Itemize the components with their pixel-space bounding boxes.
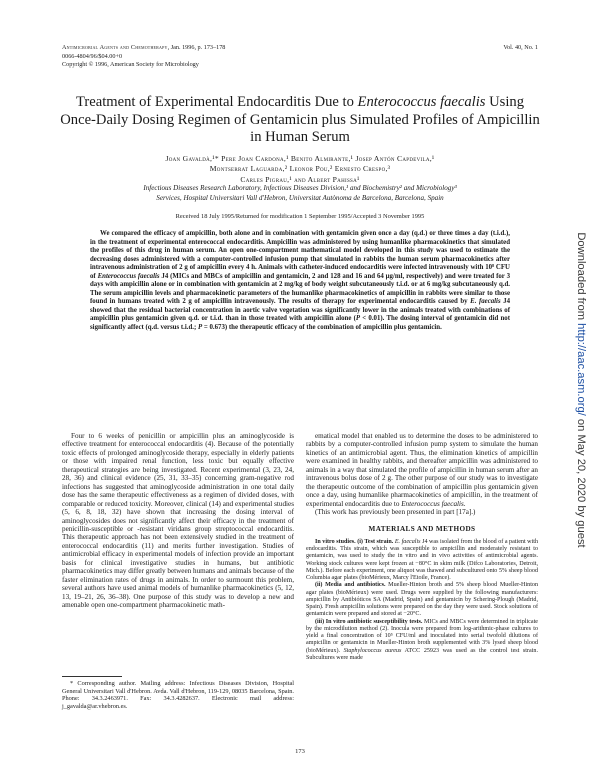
page-number: 173 [295, 748, 305, 755]
volume-info: Vol. 40, No. 1 [503, 44, 538, 51]
title-text: Treatment of Experimental Endocarditis Due to [76, 94, 358, 110]
author-line: Carles Pigrau,¹ and Albert Pahissa¹ [240, 174, 360, 184]
body-text: . [463, 499, 466, 508]
article-title [60, 94, 540, 147]
abstract-text: < 0.01). The dosing interval of gentamicin did not significantly affect (q.d. versus t.i.d.; [90, 315, 510, 332]
methods-text [306, 539, 538, 662]
intro-paragraph: Four to 6 weeks of penicillin or ampicillin plus an aminoglycoside is effective treatment for enterococcal endocarditis (4). Because of the potentially toxic effects of prolonged aminoglycoside therapy, especially in elderly patients or those with impaired renal function, less toxic but equally effective therapeutical strategies are being investigated. Recent experimental (3, 23, 24, 28, 36) and clinical evidence (25, 31, 33–35) concerning gram-negative rod infections has suggested that aminoglycoside administration in one total daily dose has the same therapeutic effectiveness as a regimen of divided doses, with comparable or reduced toxicity. Moreover, clinical (14) and experimental studies (5, 6, 8, 18, 32) have shown that increasing the dosing interval of aminoglycosides does not significantly affect their efficacy in the treatment of penicillin-susceptible or -resistant viridans group streptococcal endocarditis. This therapeutic approach has not been extensively studied in the treatment of enterococcal endocarditis (11) and merits further investigation. Studies of antimicrobial efficacy in experimental models of infection provide an important basis for clinical investigative studies in humans, but antibiotic pharmacokinetics may differ greatly between humans and animals because of the faster elimination rates of drugs in animals. In order to surmount this problem, several authors have used animal models of humanlike pharmacokinetics (5, 12, 13, 19–21, 26, 36–38). One purpose of this study was to develop a new and amenable open one-compartment pharmacokinetic math- [62, 432, 294, 610]
corresponding-author-footnote: * Corresponding author. Mailing address: Infectious Diseases Division, Hospital General Universitari Vall d'Hebron. Avda. Vall d'Hebron, 119-129, 08035 Barcelona, Spain. Phone: 34.3.2463971. Fax: 34.3.4282637. Electronic mail address: j_gavalda@ar.vhebron.es. [62, 680, 294, 710]
footnote-divider [62, 676, 122, 677]
title-text-end: Using Once-Daily Dosing Regimen of Gentamicin plus Simulated Profiles of Ampicillin in Human Serum [60, 94, 540, 145]
author-line: Joan Gavaldà,¹* Pere Joan Cardona,¹ Benito Almirante,¹ Josep Antón Capdevila,¹ [165, 154, 435, 163]
abstract-text: J4 showed that the residual bacterial concentration in aortic valve vegetation was significantly lower in the animals treated with combinations of ampicillin plus gentamicin given q.d. or t.i.d. than in those treated with ampicillin alone ( [90, 298, 511, 323]
title-organism: Enterococcus faecalis [357, 94, 486, 110]
affiliation-line: Services, Hospital Universitari Vall d'Hebron, Universitat Autònoma de Barcelona, Barcelona, Spain [156, 193, 444, 202]
abstract-p-symbol: P [197, 324, 203, 332]
download-watermark [575, 232, 587, 547]
abstract-organism: E. faecalis [470, 298, 501, 306]
abstract-organism: Enterococcus faecalis [97, 272, 160, 280]
watermark-link[interactable]: http://aac.asm.org/ [575, 323, 587, 416]
methods-text-span: Mueller-Hinton broth and 5% sheep blood Mueller-Hinton agar plates (bioMérieux) were used. Drugs were supplied by the following manufacturers: ampicillin by Antibióticos SA (Madrid, Spain) and gentamicin by Schering-Plough (Madrid, Spain). Fresh ampicillin solutions were prepared on the day they were used. Stock solutions of gentamicin were prepared and stored at −20°C. [306, 582, 538, 618]
intro-paragraph-continued [306, 432, 538, 508]
subsection-heading: (iii) In vitro antibiotic susceptibility tests. [315, 618, 423, 625]
methods-text-span: MICs and MBCs were determined in triplicate by the microdilution method (2). Inocula were prepared from log-arithmic-phase cultures to yield a final concentration of 10⁵ CFU/ml and inoculated into serial twofold dilutions of ampicillin or gentamicin in Mueller-Hinton broth supplemented with 3% lysed sheep blood (bioMérieux). [306, 618, 538, 654]
journal-name: Antimicrobial Agents and Chemotherapy [62, 44, 168, 51]
abstract-text: We compared the efficacy of ampicillin, both alone and in combination with gentamicin given once a day (q.d.) or three times a day (t.i.d.), in the treatment of experimental enterococcal endocarditis. Ampicillin was administered by using humanlike pharmacokinetics that simulated the profiles of this drug in human serum. An open one-compartment mathematical model developed in this study was used to estimate the decreasing doses administered with a computer-controlled infusion pump that simulated in rabbits the human serum pharmacokinetics after intravenous administration of 2 g of ampicillin every 4 h. Animals with catheter-induced endocarditis were infected intravenously with 10⁸ CFU of [90, 230, 510, 280]
body-text: ematical model that enabled us to determine the doses to be administered to rabbits by a computer-controlled infusion pump system to simulate the human kinetics of an antimicrobial agent. Thus, the elimination kinetics of ampicillin were examined in healthy rabbits, and thereafter ampicillin was administered to animals in a way that simulated the profile of ampicillin in human serum after an intravenous bolus dose of 2 g. The other purpose of our study was to investigate the therapeutic outcome of the combination of ampicillin plus gentamicin given once a day, using humanlike pharmacokinetics of ampicillin, in the treatment of experimental endocarditis due to [306, 432, 538, 508]
methods-text-span: J4 was isolated from the blood of a patient with endocarditis. This strain, which was susceptible to ampicillin and moderately resistant to gentamicin, was used to study the in vitro and in vivo activities of antimicrobial agents. Working stock cultures were kept frozen at −80°C in skim milk (Difco Laboratories, Detroit, Mich.). Before each experiment, one aliquot was thawed and subcultured onto 5% sheep blood Columbia agar plates (bioMérieux, Marcy l'Etoile, France). [306, 538, 538, 582]
author-line: Montserrat Laguarda,² Leonor Pou,² Ernesto Crespo,³ [209, 164, 391, 174]
section-heading: MATERIALS AND METHODS [368, 524, 476, 533]
affiliation [62, 184, 538, 203]
abstract-p-symbol: P [355, 315, 361, 323]
abstract-text: = 0.673) the therapeutic efficacy of the combination of ampicillin plus gentamicin. [202, 324, 442, 332]
methods-paragraph [306, 582, 538, 618]
copyright: Copyright © 1996, American Society for Microbiology [62, 61, 199, 69]
subsection-heading: (ii) Media and antibiotics. [315, 582, 386, 589]
methods-organism: Staphylococcus aureus [343, 647, 402, 654]
author-list [62, 154, 538, 185]
right-column [306, 432, 538, 662]
watermark-text: Downloaded from [575, 232, 587, 324]
watermark-text: on May 20, 2020 by guest [575, 415, 587, 548]
received-dates: Received 18 July 1995/Returned for modification 1 September 1995/Accepted 3 November 1995 [175, 213, 425, 220]
journal-header [62, 44, 225, 70]
citation: , Jan. 1996, p. 173–178 [167, 44, 226, 51]
methods-paragraph [306, 539, 538, 583]
methods-organism: E. faecalis [394, 538, 421, 545]
abstract [90, 230, 510, 333]
subsection-heading: In vitro studies. (i) Test strain. [315, 538, 394, 545]
presentation-note: (This work has previously been presented in part [17a].) [315, 508, 476, 517]
issn: 0066-4804/96/$04.00+0 [62, 52, 123, 60]
abstract-text: J4 (MICs and MBCs of ampicillin and gentamicin, 2 and 128 and 16 and 64 μg/ml, respectively) and were treated for 3 days with ampicillin alone or in combination with gentamicin at 2 mg/kg of body weight subcutaneously t.i.d. or at 6 mg/kg subcutaneously q.d. The serum ampicillin levels and pharmacokinetic parameters of the humanlike pharmacokinetics of ampicillin in rabbits were similar to those found in humans treated with 2 g of ampicillin intravenously. The results of therapy for experimental endocarditis caused by [90, 272, 510, 306]
body-organism: Enterococcus faecalis [401, 499, 464, 508]
methods-text-span: ATCC 25923 was used as the control test strain. Subcultures were made [306, 647, 538, 661]
left-column [62, 432, 294, 610]
methods-paragraph [306, 619, 538, 663]
affiliation-line: Infectious Diseases Research Laboratory, Infectious Diseases Division,¹ and Biochemistry² and Microbiology³ [143, 184, 457, 192]
